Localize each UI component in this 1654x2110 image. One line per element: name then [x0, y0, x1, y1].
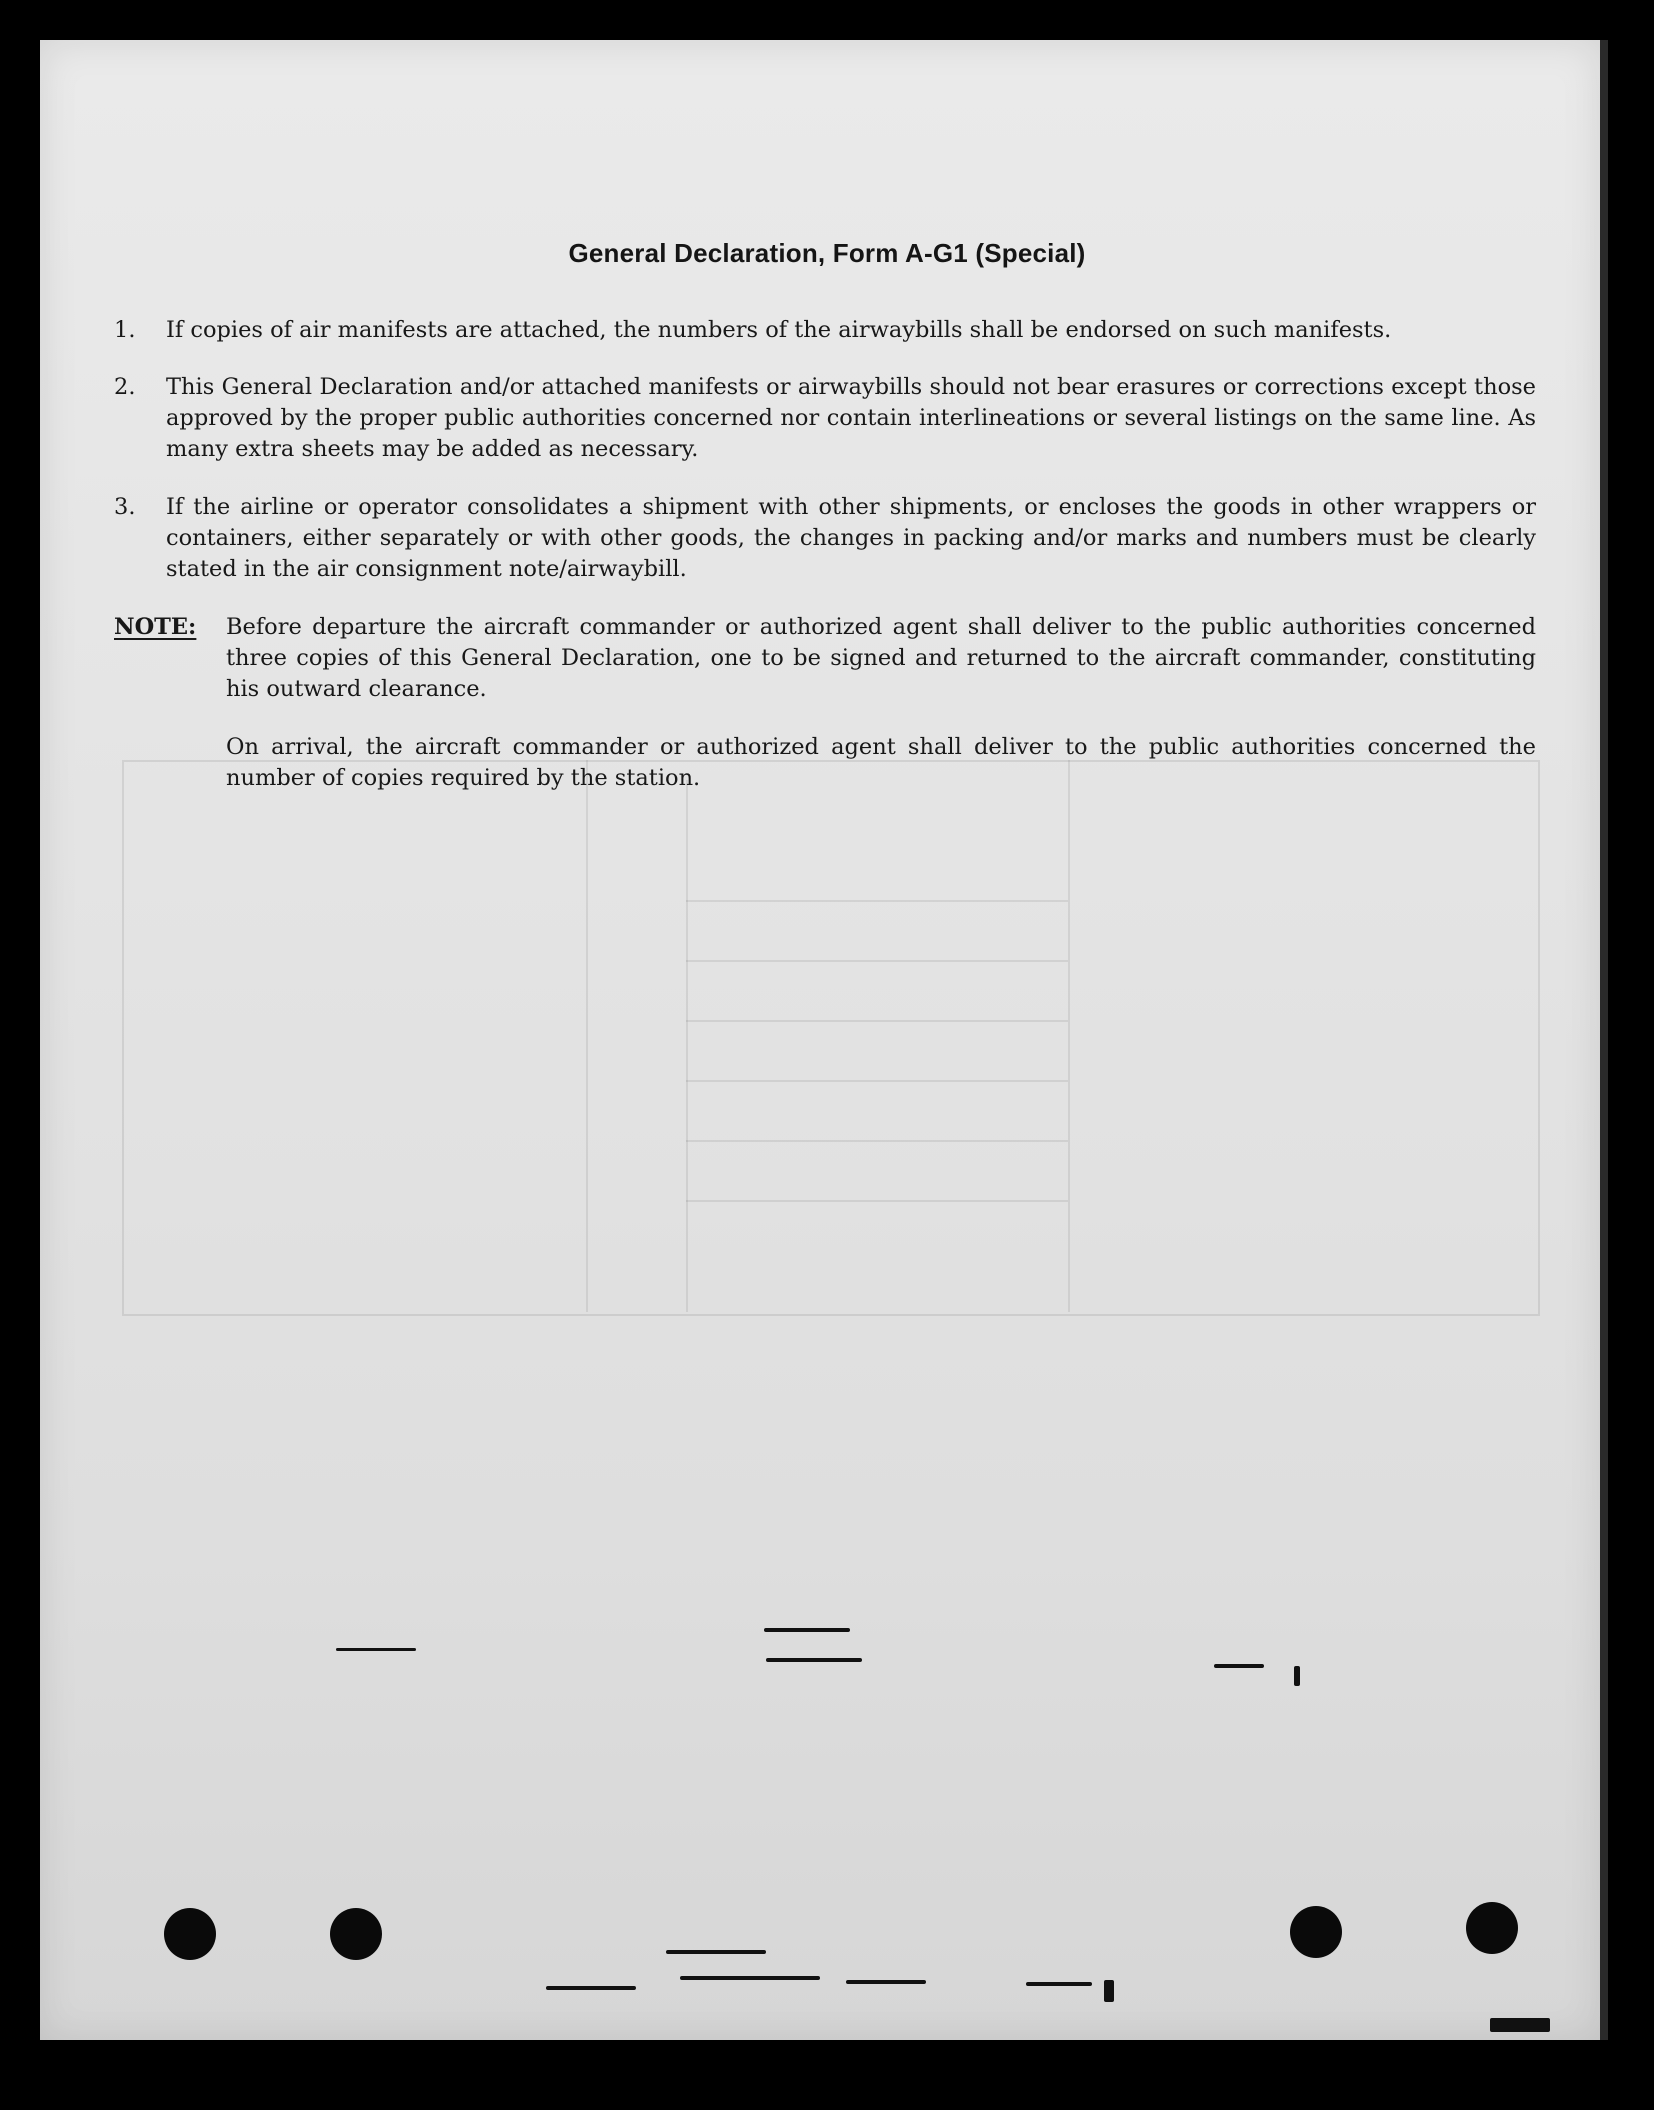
note-paragraph-arrival: On arrival, the aircraft commander or authorized agent shall deliver to the public authorities concerned the number of copies required by the station.	[226, 734, 1536, 791]
scan-speck	[336, 1648, 416, 1651]
scan-speck	[1104, 1980, 1114, 2002]
show-through-rule	[686, 1020, 1068, 1022]
punch-hole	[1290, 1906, 1342, 1958]
scan-speck	[1026, 1982, 1092, 1986]
show-through-rule	[686, 1200, 1068, 1202]
scan-speck	[546, 1986, 636, 1990]
instruction-item-1	[114, 315, 1536, 349]
show-through-rule	[686, 900, 1068, 902]
note-paragraph-departure: Before departure the aircraft commander or authorized agent shall deliver to the public authorities concerned three copies of this General Declaration, one to be signed and returned to the aircraft commander, constituting his outward clearance.	[226, 614, 1536, 702]
scan-speck	[846, 1980, 926, 1984]
show-through-table	[122, 760, 1540, 1316]
scan-speck	[1214, 1664, 1264, 1668]
instruction-number: 2.	[114, 374, 136, 400]
instruction-text: This General Declaration and/or attached manifests or airwaybills should not bear erasures or corrections except those approved by the proper public authorities concerned nor contain interlineations or several listings on the same line. As many extra sheets may be added as necessary.	[166, 374, 1536, 462]
show-through-divider	[586, 760, 588, 1312]
show-through-rule	[686, 960, 1068, 962]
punch-hole	[1466, 1902, 1518, 1954]
instruction-number: 3.	[114, 494, 136, 520]
show-through-rule	[686, 1140, 1068, 1142]
show-through-divider	[1068, 760, 1070, 1312]
show-through-rule	[686, 1080, 1068, 1082]
note-label: NOTE:	[114, 614, 197, 640]
scan-speck	[766, 1658, 862, 1662]
punch-hole	[164, 1908, 216, 1960]
scan-speck	[666, 1950, 766, 1954]
punch-hole	[330, 1908, 382, 1960]
sheet-edge-shadow	[1600, 40, 1608, 2040]
instruction-number: 1.	[114, 317, 136, 343]
scan-speck	[1294, 1666, 1300, 1686]
show-through-divider	[686, 780, 688, 1312]
form-title: General Declaration, Form A-G1 (Special)	[568, 238, 1086, 268]
instruction-text: If copies of air manifests are attached, the numbers of the airwaybills shall be endorsed on such manifests.	[166, 317, 1392, 343]
scan-speck	[1490, 2018, 1550, 2032]
scan-speck	[680, 1976, 820, 1980]
instruction-item-2	[114, 372, 1536, 468]
instruction-text: If the airline or operator consolidates a shipment with other shipments, or encloses the goods in other wrappers or containers, either separately or with other goods, the changes in packing and/or marks and numbers must be clearly stated in the air consignment note/airwaybill.	[166, 494, 1536, 582]
instruction-item-3	[114, 492, 1536, 588]
scan-speck	[764, 1628, 850, 1632]
